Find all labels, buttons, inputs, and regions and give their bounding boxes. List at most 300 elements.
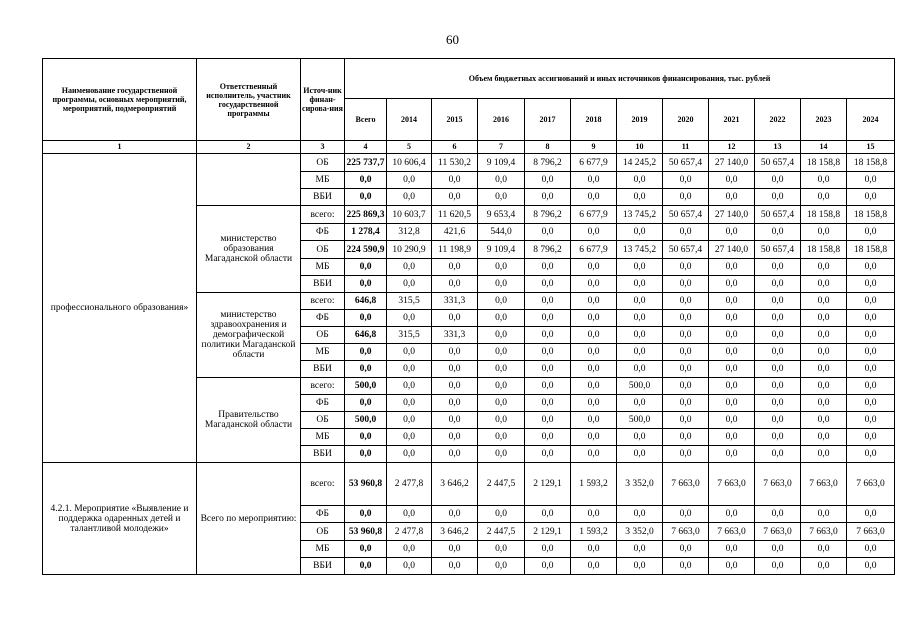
year-amount-cell: 0,0 bbox=[663, 506, 709, 523]
year-amount-cell: 11 198,9 bbox=[432, 241, 478, 259]
year-amount-cell: 18 158,8 bbox=[801, 206, 847, 224]
year-amount-cell: 0,0 bbox=[617, 189, 663, 206]
year-amount-cell: 27 140,0 bbox=[709, 206, 755, 224]
responsible-executor-cell: Правительство Магаданской области bbox=[197, 378, 301, 463]
responsible-executor-cell: министерство здравоохранения и демографической политики Магаданской области bbox=[197, 293, 301, 378]
total-amount-cell: 225 737,7 bbox=[345, 154, 387, 172]
year-amount-cell: 0,0 bbox=[432, 172, 478, 189]
column-number: 1 bbox=[43, 141, 197, 154]
activity-name-cell: 4.2.1. Мероприятие «Выявление и поддержка одаренных детей и талантливой молодежи» bbox=[43, 463, 197, 575]
column-number: 11 bbox=[663, 141, 709, 154]
year-amount-cell: 0,0 bbox=[663, 395, 709, 412]
year-amount-cell: 10 290,9 bbox=[387, 241, 432, 259]
year-amount-cell: 0,0 bbox=[801, 293, 847, 310]
total-amount-cell: 0,0 bbox=[345, 310, 387, 327]
year-amount-cell: 6 677,9 bbox=[571, 154, 617, 172]
funding-source-cell: ОБ bbox=[301, 412, 345, 429]
year-amount-cell: 2 477,8 bbox=[387, 463, 432, 506]
year-amount-cell: 0,0 bbox=[709, 344, 755, 361]
year-amount-cell: 0,0 bbox=[801, 541, 847, 558]
year-amount-cell: 0,0 bbox=[525, 378, 571, 395]
year-amount-cell: 331,3 bbox=[432, 327, 478, 344]
year-amount-cell: 0,0 bbox=[755, 558, 801, 575]
funding-source-cell: ВБИ bbox=[301, 558, 345, 575]
year-amount-cell: 0,0 bbox=[709, 259, 755, 276]
year-amount-cell: 0,0 bbox=[571, 172, 617, 189]
year-amount-cell: 0,0 bbox=[387, 259, 432, 276]
year-amount-cell: 0,0 bbox=[478, 412, 525, 429]
total-amount-cell: 646,8 bbox=[345, 293, 387, 310]
year-amount-cell: 0,0 bbox=[617, 446, 663, 463]
header-year: 2024 bbox=[847, 99, 895, 141]
year-amount-cell: 0,0 bbox=[663, 259, 709, 276]
year-amount-cell: 0,0 bbox=[525, 429, 571, 446]
year-amount-cell: 0,0 bbox=[617, 293, 663, 310]
year-amount-cell: 50 657,4 bbox=[663, 154, 709, 172]
year-amount-cell: 0,0 bbox=[801, 259, 847, 276]
funding-source-cell: всего: bbox=[301, 378, 345, 395]
year-amount-cell: 0,0 bbox=[709, 395, 755, 412]
year-amount-cell: 0,0 bbox=[755, 506, 801, 523]
year-amount-cell: 0,0 bbox=[663, 558, 709, 575]
year-amount-cell: 13 745,2 bbox=[617, 206, 663, 224]
header-year: 2021 bbox=[709, 99, 755, 141]
year-amount-cell: 3 352,0 bbox=[617, 523, 663, 541]
year-amount-cell: 0,0 bbox=[801, 412, 847, 429]
program-name-cell: профессионального образования» bbox=[43, 154, 197, 463]
column-number: 14 bbox=[801, 141, 847, 154]
funding-source-cell: ФБ bbox=[301, 506, 345, 523]
total-amount-cell: 0,0 bbox=[345, 395, 387, 412]
year-amount-cell: 3 646,2 bbox=[432, 463, 478, 506]
funding-source-cell: ВБИ bbox=[301, 276, 345, 293]
year-amount-cell: 6 677,9 bbox=[571, 241, 617, 259]
year-amount-cell: 0,0 bbox=[709, 310, 755, 327]
year-amount-cell: 0,0 bbox=[387, 189, 432, 206]
total-amount-cell: 0,0 bbox=[345, 429, 387, 446]
funding-source-cell: ОБ bbox=[301, 154, 345, 172]
column-number: 3 bbox=[301, 141, 345, 154]
year-amount-cell: 7 663,0 bbox=[801, 463, 847, 506]
year-amount-cell: 0,0 bbox=[478, 310, 525, 327]
year-amount-cell: 0,0 bbox=[663, 172, 709, 189]
header-total: Всего bbox=[345, 99, 387, 141]
year-amount-cell: 0,0 bbox=[663, 541, 709, 558]
year-amount-cell: 0,0 bbox=[709, 412, 755, 429]
year-amount-cell: 0,0 bbox=[801, 189, 847, 206]
year-amount-cell: 0,0 bbox=[571, 293, 617, 310]
year-amount-cell: 0,0 bbox=[571, 429, 617, 446]
year-amount-cell: 0,0 bbox=[755, 224, 801, 241]
year-amount-cell: 315,5 bbox=[387, 293, 432, 310]
total-amount-cell: 500,0 bbox=[345, 412, 387, 429]
year-amount-cell: 0,0 bbox=[709, 189, 755, 206]
funding-source-cell: МБ bbox=[301, 429, 345, 446]
year-amount-cell: 13 745,2 bbox=[617, 241, 663, 259]
year-amount-cell: 0,0 bbox=[847, 310, 895, 327]
year-amount-cell: 0,0 bbox=[571, 395, 617, 412]
column-number: 15 bbox=[847, 141, 895, 154]
year-amount-cell: 0,0 bbox=[387, 378, 432, 395]
column-number: 8 bbox=[525, 141, 571, 154]
header-year: 2015 bbox=[432, 99, 478, 141]
year-amount-cell: 0,0 bbox=[617, 429, 663, 446]
column-number: 6 bbox=[432, 141, 478, 154]
year-amount-cell: 0,0 bbox=[847, 506, 895, 523]
year-amount-cell: 7 663,0 bbox=[663, 463, 709, 506]
total-amount-cell: 646,8 bbox=[345, 327, 387, 344]
year-amount-cell: 0,0 bbox=[478, 327, 525, 344]
year-amount-cell: 0,0 bbox=[525, 446, 571, 463]
total-amount-cell: 0,0 bbox=[345, 276, 387, 293]
year-amount-cell: 50 657,4 bbox=[755, 241, 801, 259]
column-number: 5 bbox=[387, 141, 432, 154]
year-amount-cell: 0,0 bbox=[755, 327, 801, 344]
year-amount-cell: 0,0 bbox=[571, 327, 617, 344]
year-amount-cell: 1 593,2 bbox=[571, 523, 617, 541]
year-amount-cell: 3 646,2 bbox=[432, 523, 478, 541]
year-amount-cell: 0,0 bbox=[571, 344, 617, 361]
header-name: Наименование государственной программы, основных мероприятий, мероприятий, подмероприятий bbox=[43, 59, 197, 141]
year-amount-cell: 0,0 bbox=[847, 276, 895, 293]
year-amount-cell: 0,0 bbox=[478, 189, 525, 206]
year-amount-cell: 0,0 bbox=[571, 558, 617, 575]
header-volume: Объем бюджетных ассигнований и иных источников финансирования, тыс. рублей bbox=[345, 59, 895, 99]
year-amount-cell: 0,0 bbox=[617, 310, 663, 327]
year-amount-cell: 331,3 bbox=[432, 293, 478, 310]
year-amount-cell: 18 158,8 bbox=[847, 154, 895, 172]
year-amount-cell: 9 109,4 bbox=[478, 154, 525, 172]
year-amount-cell: 0,0 bbox=[709, 224, 755, 241]
year-amount-cell: 0,0 bbox=[755, 293, 801, 310]
year-amount-cell: 50 657,4 bbox=[663, 241, 709, 259]
year-amount-cell: 0,0 bbox=[663, 429, 709, 446]
year-amount-cell: 0,0 bbox=[663, 276, 709, 293]
year-amount-cell: 0,0 bbox=[525, 395, 571, 412]
year-amount-cell: 0,0 bbox=[478, 378, 525, 395]
year-amount-cell: 0,0 bbox=[617, 327, 663, 344]
funding-source-cell: МБ bbox=[301, 259, 345, 276]
year-amount-cell: 0,0 bbox=[801, 446, 847, 463]
year-amount-cell: 312,8 bbox=[387, 224, 432, 241]
year-amount-cell: 7 663,0 bbox=[847, 463, 895, 506]
year-amount-cell: 18 158,8 bbox=[801, 241, 847, 259]
year-amount-cell: 0,0 bbox=[478, 276, 525, 293]
year-amount-cell: 0,0 bbox=[478, 293, 525, 310]
year-amount-cell: 18 158,8 bbox=[801, 154, 847, 172]
year-amount-cell: 0,0 bbox=[571, 361, 617, 378]
total-amount-cell: 500,0 bbox=[345, 378, 387, 395]
header-year: 2018 bbox=[571, 99, 617, 141]
funding-source-cell: ОБ bbox=[301, 241, 345, 259]
year-amount-cell: 0,0 bbox=[755, 378, 801, 395]
total-amount-cell: 224 590,9 bbox=[345, 241, 387, 259]
year-amount-cell: 0,0 bbox=[571, 224, 617, 241]
year-amount-cell: 0,0 bbox=[478, 259, 525, 276]
year-amount-cell: 0,0 bbox=[801, 558, 847, 575]
year-amount-cell: 0,0 bbox=[525, 293, 571, 310]
year-amount-cell: 0,0 bbox=[387, 412, 432, 429]
year-amount-cell: 0,0 bbox=[755, 344, 801, 361]
year-amount-cell: 0,0 bbox=[847, 541, 895, 558]
header-source: Источ-ник финан-сирова-ния bbox=[301, 59, 345, 141]
year-amount-cell: 0,0 bbox=[755, 541, 801, 558]
year-amount-cell: 50 657,4 bbox=[755, 206, 801, 224]
year-amount-cell: 7 663,0 bbox=[709, 523, 755, 541]
year-amount-cell: 0,0 bbox=[709, 429, 755, 446]
year-amount-cell: 0,0 bbox=[571, 446, 617, 463]
year-amount-cell: 0,0 bbox=[387, 558, 432, 575]
year-amount-cell: 0,0 bbox=[801, 172, 847, 189]
year-amount-cell: 0,0 bbox=[617, 541, 663, 558]
year-amount-cell: 0,0 bbox=[478, 172, 525, 189]
year-amount-cell: 2 129,1 bbox=[525, 523, 571, 541]
year-amount-cell: 27 140,0 bbox=[709, 154, 755, 172]
year-amount-cell: 0,0 bbox=[617, 558, 663, 575]
year-amount-cell: 0,0 bbox=[709, 541, 755, 558]
total-amount-cell: 0,0 bbox=[345, 361, 387, 378]
year-amount-cell: 9 109,4 bbox=[478, 241, 525, 259]
total-amount-cell: 1 278,4 bbox=[345, 224, 387, 241]
year-amount-cell: 0,0 bbox=[571, 189, 617, 206]
year-amount-cell: 0,0 bbox=[847, 378, 895, 395]
year-amount-cell: 0,0 bbox=[617, 224, 663, 241]
year-amount-cell: 0,0 bbox=[617, 172, 663, 189]
header-year: 2019 bbox=[617, 99, 663, 141]
year-amount-cell: 50 657,4 bbox=[755, 154, 801, 172]
year-amount-cell: 0,0 bbox=[387, 310, 432, 327]
year-amount-cell: 0,0 bbox=[801, 344, 847, 361]
year-amount-cell: 10 606,4 bbox=[387, 154, 432, 172]
total-amount-cell: 0,0 bbox=[345, 344, 387, 361]
year-amount-cell: 0,0 bbox=[525, 412, 571, 429]
year-amount-cell: 0,0 bbox=[801, 429, 847, 446]
year-amount-cell: 0,0 bbox=[709, 558, 755, 575]
funding-source-cell: ОБ bbox=[301, 327, 345, 344]
year-amount-cell: 0,0 bbox=[432, 310, 478, 327]
total-amount-cell: 53 960,8 bbox=[345, 463, 387, 506]
year-amount-cell: 0,0 bbox=[525, 361, 571, 378]
year-amount-cell: 0,0 bbox=[571, 506, 617, 523]
funding-source-cell: ВБИ bbox=[301, 361, 345, 378]
year-amount-cell: 0,0 bbox=[617, 259, 663, 276]
year-amount-cell: 0,0 bbox=[755, 395, 801, 412]
column-number: 2 bbox=[197, 141, 301, 154]
year-amount-cell: 0,0 bbox=[709, 276, 755, 293]
total-amount-cell: 0,0 bbox=[345, 558, 387, 575]
total-amount-cell: 0,0 bbox=[345, 189, 387, 206]
year-amount-cell: 0,0 bbox=[617, 506, 663, 523]
funding-source-cell: ВБИ bbox=[301, 189, 345, 206]
year-amount-cell: 0,0 bbox=[617, 361, 663, 378]
year-amount-cell: 8 796,2 bbox=[525, 206, 571, 224]
year-amount-cell: 0,0 bbox=[617, 395, 663, 412]
funding-source-cell: ВБИ bbox=[301, 446, 345, 463]
year-amount-cell: 0,0 bbox=[801, 395, 847, 412]
year-amount-cell: 0,0 bbox=[525, 172, 571, 189]
year-amount-cell: 1 593,2 bbox=[571, 463, 617, 506]
funding-source-cell: МБ bbox=[301, 344, 345, 361]
year-amount-cell: 0,0 bbox=[755, 446, 801, 463]
year-amount-cell: 0,0 bbox=[571, 541, 617, 558]
year-amount-cell: 0,0 bbox=[432, 189, 478, 206]
year-amount-cell: 0,0 bbox=[432, 412, 478, 429]
header-responsible: Ответственный исполнитель, участник государственной программы bbox=[197, 59, 301, 141]
year-amount-cell: 0,0 bbox=[571, 378, 617, 395]
table-body bbox=[43, 154, 895, 575]
year-amount-cell: 0,0 bbox=[525, 276, 571, 293]
year-amount-cell: 0,0 bbox=[755, 276, 801, 293]
year-amount-cell: 7 663,0 bbox=[801, 523, 847, 541]
year-amount-cell: 0,0 bbox=[387, 344, 432, 361]
funding-source-cell: ФБ bbox=[301, 224, 345, 241]
responsible-executor-cell: Всего по мероприятию: bbox=[197, 463, 301, 575]
year-amount-cell: 0,0 bbox=[571, 276, 617, 293]
year-amount-cell: 2 129,1 bbox=[525, 463, 571, 506]
table-row bbox=[43, 154, 895, 172]
year-amount-cell: 0,0 bbox=[478, 446, 525, 463]
year-amount-cell: 0,0 bbox=[801, 378, 847, 395]
funding-source-cell: ОБ bbox=[301, 523, 345, 541]
year-amount-cell: 0,0 bbox=[478, 395, 525, 412]
year-amount-cell: 0,0 bbox=[571, 259, 617, 276]
total-amount-cell: 53 960,8 bbox=[345, 523, 387, 541]
year-amount-cell: 0,0 bbox=[847, 395, 895, 412]
year-amount-cell: 10 603,7 bbox=[387, 206, 432, 224]
total-amount-cell: 0,0 bbox=[345, 446, 387, 463]
year-amount-cell: 0,0 bbox=[755, 259, 801, 276]
year-amount-cell: 0,0 bbox=[478, 541, 525, 558]
header-year: 2017 bbox=[525, 99, 571, 141]
year-amount-cell: 0,0 bbox=[387, 395, 432, 412]
year-amount-cell: 0,0 bbox=[478, 558, 525, 575]
year-amount-cell: 18 158,8 bbox=[847, 206, 895, 224]
year-amount-cell: 0,0 bbox=[525, 558, 571, 575]
year-amount-cell: 0,0 bbox=[571, 310, 617, 327]
header-year: 2023 bbox=[801, 99, 847, 141]
year-amount-cell: 0,0 bbox=[478, 344, 525, 361]
responsible-executor-cell: министерство образования Магаданской области bbox=[197, 206, 301, 293]
year-amount-cell: 0,0 bbox=[755, 429, 801, 446]
year-amount-cell: 0,0 bbox=[617, 344, 663, 361]
year-amount-cell: 0,0 bbox=[432, 429, 478, 446]
year-amount-cell: 0,0 bbox=[617, 276, 663, 293]
year-amount-cell: 0,0 bbox=[432, 378, 478, 395]
year-amount-cell: 544,0 bbox=[478, 224, 525, 241]
year-amount-cell: 6 677,9 bbox=[571, 206, 617, 224]
column-number: 9 bbox=[571, 141, 617, 154]
year-amount-cell: 0,0 bbox=[847, 327, 895, 344]
table-row bbox=[43, 463, 895, 506]
year-amount-cell: 0,0 bbox=[847, 344, 895, 361]
total-amount-cell: 0,0 bbox=[345, 259, 387, 276]
year-amount-cell: 7 663,0 bbox=[663, 523, 709, 541]
total-amount-cell: 0,0 bbox=[345, 506, 387, 523]
year-amount-cell: 7 663,0 bbox=[755, 463, 801, 506]
year-amount-cell: 2 477,8 bbox=[387, 523, 432, 541]
year-amount-cell: 0,0 bbox=[663, 293, 709, 310]
year-amount-cell: 27 140,0 bbox=[709, 241, 755, 259]
year-amount-cell: 0,0 bbox=[663, 361, 709, 378]
year-amount-cell: 0,0 bbox=[432, 446, 478, 463]
year-amount-cell: 8 796,2 bbox=[525, 154, 571, 172]
year-amount-cell: 9 653,4 bbox=[478, 206, 525, 224]
year-amount-cell: 0,0 bbox=[387, 429, 432, 446]
year-amount-cell: 0,0 bbox=[847, 189, 895, 206]
year-amount-cell: 0,0 bbox=[432, 506, 478, 523]
year-amount-cell: 0,0 bbox=[801, 361, 847, 378]
header-year: 2020 bbox=[663, 99, 709, 141]
year-amount-cell: 0,0 bbox=[801, 276, 847, 293]
year-amount-cell: 0,0 bbox=[709, 293, 755, 310]
year-amount-cell: 0,0 bbox=[432, 259, 478, 276]
year-amount-cell: 0,0 bbox=[525, 344, 571, 361]
year-amount-cell: 0,0 bbox=[432, 395, 478, 412]
year-amount-cell: 0,0 bbox=[387, 361, 432, 378]
year-amount-cell: 0,0 bbox=[387, 446, 432, 463]
year-amount-cell: 0,0 bbox=[847, 361, 895, 378]
year-amount-cell: 0,0 bbox=[709, 446, 755, 463]
funding-source-cell: МБ bbox=[301, 541, 345, 558]
column-number: 12 bbox=[709, 141, 755, 154]
year-amount-cell: 0,0 bbox=[525, 506, 571, 523]
year-amount-cell: 0,0 bbox=[525, 224, 571, 241]
year-amount-cell: 2 447,5 bbox=[478, 463, 525, 506]
year-amount-cell: 18 158,8 bbox=[847, 241, 895, 259]
year-amount-cell: 0,0 bbox=[432, 276, 478, 293]
year-amount-cell: 0,0 bbox=[709, 327, 755, 344]
year-amount-cell: 0,0 bbox=[801, 327, 847, 344]
year-amount-cell: 0,0 bbox=[847, 412, 895, 429]
year-amount-cell: 0,0 bbox=[663, 327, 709, 344]
year-amount-cell: 0,0 bbox=[663, 310, 709, 327]
header-year: 2016 bbox=[478, 99, 525, 141]
year-amount-cell: 0,0 bbox=[663, 412, 709, 429]
column-number: 13 bbox=[755, 141, 801, 154]
year-amount-cell: 0,0 bbox=[709, 378, 755, 395]
funding-source-cell: всего: bbox=[301, 293, 345, 310]
year-amount-cell: 0,0 bbox=[387, 506, 432, 523]
year-amount-cell: 0,0 bbox=[801, 506, 847, 523]
year-amount-cell: 0,0 bbox=[709, 361, 755, 378]
year-amount-cell: 8 796,2 bbox=[525, 241, 571, 259]
column-number: 10 bbox=[617, 141, 663, 154]
year-amount-cell: 0,0 bbox=[755, 361, 801, 378]
total-amount-cell: 0,0 bbox=[345, 541, 387, 558]
year-amount-cell: 0,0 bbox=[525, 189, 571, 206]
year-amount-cell: 2 447,5 bbox=[478, 523, 525, 541]
year-amount-cell: 0,0 bbox=[847, 446, 895, 463]
year-amount-cell: 0,0 bbox=[478, 361, 525, 378]
year-amount-cell: 11 530,2 bbox=[432, 154, 478, 172]
year-amount-cell: 14 245,2 bbox=[617, 154, 663, 172]
year-amount-cell: 0,0 bbox=[755, 189, 801, 206]
header-year: 2022 bbox=[755, 99, 801, 141]
header-year: 2014 bbox=[387, 99, 432, 141]
page-number: 60 bbox=[446, 32, 459, 47]
responsible-executor-cell bbox=[197, 154, 301, 206]
year-amount-cell: 0,0 bbox=[847, 558, 895, 575]
funding-source-cell: всего: bbox=[301, 206, 345, 224]
column-number: 4 bbox=[345, 141, 387, 154]
year-amount-cell: 0,0 bbox=[663, 189, 709, 206]
year-amount-cell: 0,0 bbox=[663, 344, 709, 361]
funding-source-cell: ФБ bbox=[301, 395, 345, 412]
funding-source-cell: ФБ bbox=[301, 310, 345, 327]
year-amount-cell: 0,0 bbox=[755, 310, 801, 327]
year-amount-cell: 11 620,5 bbox=[432, 206, 478, 224]
column-number: 7 bbox=[478, 141, 525, 154]
